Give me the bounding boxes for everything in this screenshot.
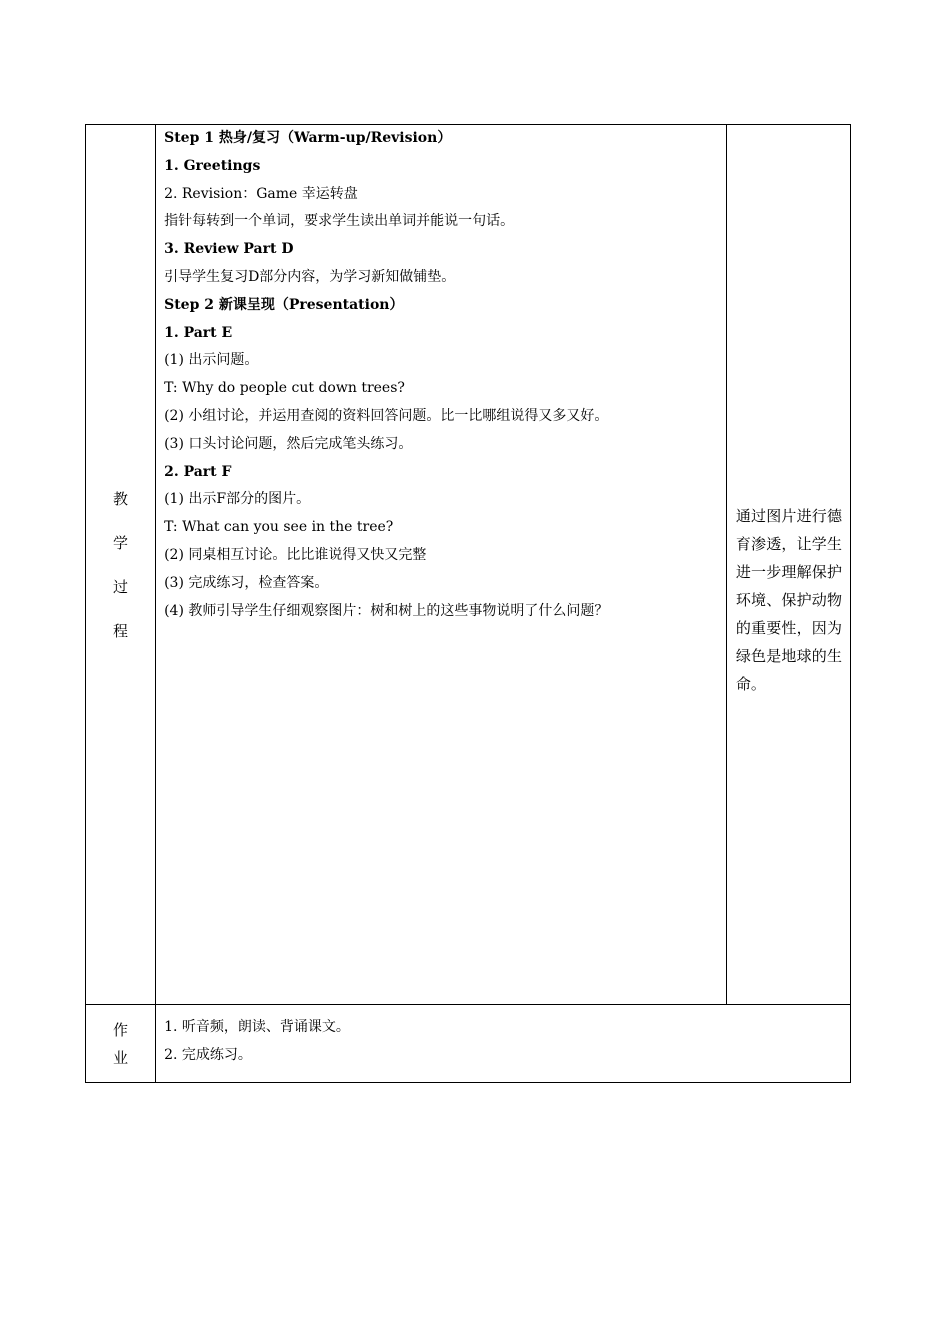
process-line: 2. Part F [164,463,232,480]
design-note: 通过图片进行德育渗透，让学生进一步理解保护环境、保护动物的重要性，因为绿色是地球的生命。 [735,506,842,693]
label-char: 教 [113,489,129,508]
process-line: (3) 完成练习，检查答案。 [164,574,329,591]
design-note-cell [726,125,850,1005]
process-line: 1. Part E [164,324,233,341]
homework-item: 2. 完成练习。 [164,1047,252,1063]
process-line: (2) 小组讨论，并运用查阅的资料回答问题。比一比哪组说得又多又好。 [164,407,609,424]
homework-row [86,1005,851,1083]
label-char: 作 [113,1020,129,1039]
teaching-process-label-cell [86,125,156,1005]
process-line: (1) 出示F部分的图片。 [164,491,311,508]
process-line: T: Why do people cut down trees? [164,380,405,397]
label-char: 程 [113,621,129,640]
label-char: 业 [113,1048,129,1067]
teaching-process-label [113,477,128,653]
label-char: 学 [113,533,129,552]
homework-label-cell [86,1005,156,1083]
process-line: (1) 出示问题。 [164,352,259,369]
homework-item: 1. 听音频，朗读、背诵课文。 [164,1019,350,1035]
process-line: T: What can you see in the tree? [164,519,394,536]
process-line: Step 2 新课呈现（Presentation） [164,296,404,313]
process-line: (3) 口头讨论问题，然后完成笔头练习。 [164,435,413,452]
process-line: 1. Greetings [164,157,261,174]
process-line: 2. Revision：Game 幸运转盘 [164,185,358,202]
process-line: (4) 教师引导学生仔细观察图片：树和树上的这些事物说明了什么问题？ [164,602,609,619]
homework-content [156,1005,851,1083]
process-lines [164,125,726,625]
lesson-plan-table [85,124,851,1083]
process-line: (2) 同桌相互讨论。比比谁说得又快又完整 [164,546,427,563]
process-line: 引导学生复习D部分内容，为学习新知做铺垫。 [164,268,456,285]
homework-label [113,1016,128,1072]
process-line: Step 1 热身/复习（Warm-up/Revision） [164,130,452,146]
process-line: 指针每转到一个单词，要求学生读出单词并能说一句话。 [164,213,515,230]
teaching-process-row [86,125,851,1005]
process-line: 3. Review Part D [164,241,294,258]
label-char: 过 [113,577,129,596]
teaching-process-content [156,125,727,1005]
